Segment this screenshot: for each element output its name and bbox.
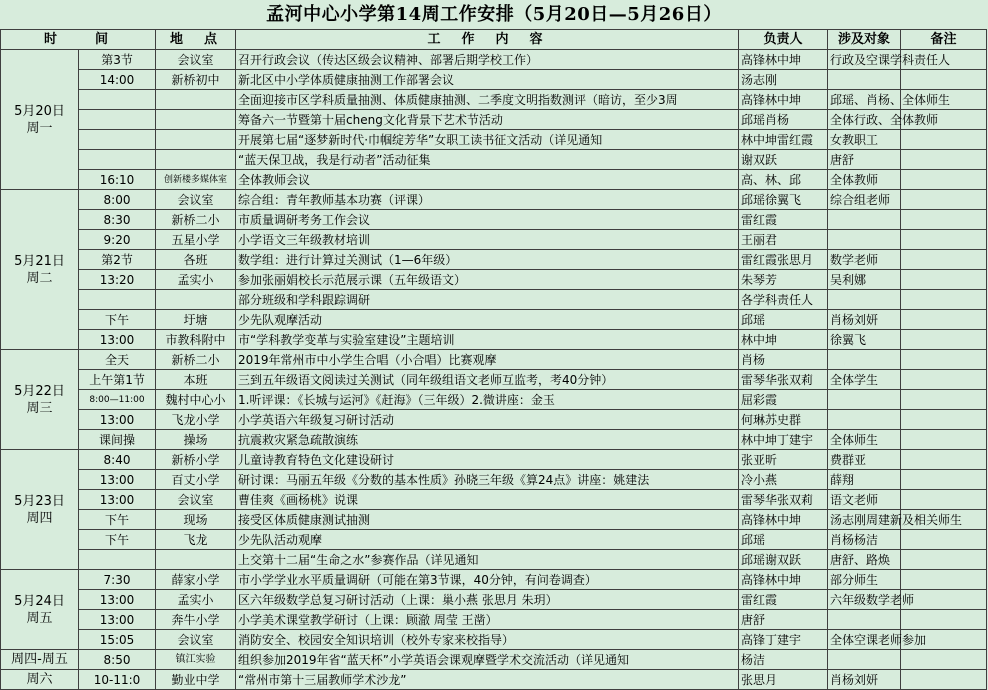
note-cell[interactable]	[901, 370, 987, 390]
header-owner[interactable]: 负责人	[739, 30, 828, 50]
place-cell[interactable]: 新桥初中	[156, 70, 236, 90]
owner-cell[interactable]: 高、林、邱	[739, 170, 828, 190]
place-cell[interactable]: 新桥二小	[156, 350, 236, 370]
work-cell[interactable]: 接受区体质健康测试抽测	[236, 510, 739, 530]
time-cell[interactable]	[79, 150, 156, 170]
work-cell[interactable]: 参加张丽娟校长示范展示课（五年级语文）	[236, 270, 739, 290]
time-cell[interactable]: 13:20	[79, 270, 156, 290]
work-cell[interactable]: 新北区中小学体质健康抽测工作部署会议	[236, 70, 739, 90]
work-cell[interactable]: 部分班级和学科跟踪调研	[236, 290, 739, 310]
target-cell[interactable]	[828, 390, 901, 410]
note-cell[interactable]	[901, 410, 987, 430]
place-cell[interactable]: 新桥二小	[156, 210, 236, 230]
note-cell[interactable]	[901, 70, 987, 90]
table-row	[1, 350, 987, 370]
owner-cell[interactable]: 高锋林中坤	[739, 570, 828, 590]
owner-cell[interactable]: 雷红霞	[739, 210, 828, 230]
table-row	[1, 630, 987, 650]
table-row	[1, 430, 987, 450]
target-cell[interactable]	[828, 210, 901, 230]
time-cell[interactable]: 8:00	[79, 190, 156, 210]
owner-cell[interactable]: 邱瑶	[739, 310, 828, 330]
owner-cell[interactable]: 张亚昕	[739, 450, 828, 470]
time-cell[interactable]: 下午	[79, 530, 156, 550]
day-cell[interactable]: 5月23日 周四	[1, 450, 79, 570]
owner-cell[interactable]: 各学科责任人	[739, 290, 828, 310]
time-cell[interactable]	[79, 90, 156, 110]
time-cell[interactable]: 16:10	[79, 170, 156, 190]
header-time[interactable]: 时 间	[1, 30, 156, 50]
target-cell[interactable]: 全体学生	[828, 370, 901, 390]
time-cell[interactable]: 课间操	[79, 430, 156, 450]
owner-cell[interactable]: 邱瑶	[739, 530, 828, 550]
work-cell[interactable]: 小学语文三年级教材培训	[236, 230, 739, 250]
place-cell[interactable]: 孟实小	[156, 270, 236, 290]
owner-cell[interactable]: 王丽君	[739, 230, 828, 250]
time-cell[interactable]	[79, 110, 156, 130]
time-cell[interactable]: 13:00	[79, 410, 156, 430]
owner-cell[interactable]: 邱瑶谢双跃	[739, 550, 828, 570]
place-cell[interactable]: 新桥小学	[156, 450, 236, 470]
note-cell[interactable]	[901, 550, 987, 570]
table-row	[1, 290, 987, 310]
note-cell[interactable]	[901, 150, 987, 170]
target-cell[interactable]: 肖杨杨洁	[828, 530, 901, 550]
owner-cell[interactable]: 何琳苏史群	[739, 410, 828, 430]
owner-cell[interactable]: 肖杨	[739, 350, 828, 370]
table-row	[1, 310, 987, 330]
work-cell[interactable]: 市“学科教学变革与实验室建设”主题培训	[236, 330, 739, 350]
note-cell[interactable]	[901, 350, 987, 370]
table-row	[1, 610, 987, 630]
time-cell[interactable]: 7:30	[79, 570, 156, 590]
place-cell[interactable]: 操场	[156, 430, 236, 450]
table-row	[1, 590, 987, 610]
table-row	[1, 210, 987, 230]
work-cell[interactable]: 研讨课：马丽五年级《分数的基本性质》孙晓三年级《算24点》讲座：姚建法	[236, 470, 739, 490]
owner-cell[interactable]: 高锋林中坤	[739, 50, 828, 70]
work-cell[interactable]: 筹备六一节暨第十届cheng文化背景下艺术节活动	[236, 110, 739, 130]
work-cell[interactable]: 小学美术课堂教学研讨（上课：顾澈 周莹 王凿）	[236, 610, 739, 630]
target-cell[interactable]: 六年级数学老师	[828, 590, 901, 610]
table-row	[1, 670, 987, 690]
table-row	[1, 470, 987, 490]
work-cell[interactable]: 区六年级数学总复习研讨活动（上课：巢小燕 张思月 朱玥）	[236, 590, 739, 610]
target-cell[interactable]: 全体行政、全体教师	[828, 110, 901, 130]
table-row	[1, 550, 987, 570]
place-cell[interactable]: 各班	[156, 250, 236, 270]
time-cell[interactable]: 第3节	[79, 50, 156, 70]
time-cell[interactable]: 下午	[79, 510, 156, 530]
header-target[interactable]: 涉及对象	[828, 30, 901, 50]
place-cell[interactable]: 镇江实验	[156, 650, 236, 670]
place-cell[interactable]	[156, 110, 236, 130]
place-cell[interactable]	[156, 130, 236, 150]
place-cell[interactable]	[156, 550, 236, 570]
work-cell[interactable]: 少先队观摩活动	[236, 310, 739, 330]
place-cell[interactable]: 创新楼多媒体室	[156, 170, 236, 190]
table-row	[1, 510, 987, 530]
work-cell[interactable]: 消防安全、校园安全知识培训（校外专家来校指导）	[236, 630, 739, 650]
header-note[interactable]: 备注	[901, 30, 987, 50]
day-cell[interactable]: 周六	[1, 670, 79, 690]
note-cell[interactable]	[901, 210, 987, 230]
note-cell[interactable]	[901, 170, 987, 190]
note-cell[interactable]	[901, 250, 987, 270]
place-cell[interactable]	[156, 290, 236, 310]
schedule-table	[0, 29, 987, 690]
target-cell[interactable]	[828, 610, 901, 630]
time-cell[interactable]	[79, 550, 156, 570]
place-cell[interactable]	[156, 90, 236, 110]
time-cell[interactable]: 13:00	[79, 470, 156, 490]
work-cell[interactable]: 市质量调研考务工作会议	[236, 210, 739, 230]
target-cell[interactable]: 费群亚	[828, 450, 901, 470]
work-cell[interactable]: 综合组：青年教师基本功赛（评课）	[236, 190, 739, 210]
target-cell[interactable]	[828, 70, 901, 90]
place-cell[interactable]: 会议室	[156, 190, 236, 210]
work-cell[interactable]: 数学组：进行计算过关测试（1—6年级）	[236, 250, 739, 270]
place-cell[interactable]	[156, 150, 236, 170]
note-cell[interactable]	[901, 450, 987, 470]
owner-cell[interactable]: 邱瑶肖杨	[739, 110, 828, 130]
work-cell[interactable]: 召开行政会议（传达区级会议精神、部署后期学校工作）	[236, 50, 739, 70]
place-cell[interactable]: 勤业中学	[156, 670, 236, 690]
target-cell[interactable]: 全体教师	[828, 170, 901, 190]
time-cell[interactable]: 13:00	[79, 610, 156, 630]
target-cell[interactable]: 徐翼飞	[828, 330, 901, 350]
note-cell[interactable]	[901, 610, 987, 630]
target-cell[interactable]: 吴利娜	[828, 270, 901, 290]
work-cell[interactable]: 曹佳爽《画杨桃》说课	[236, 490, 739, 510]
target-cell[interactable]: 薛翔	[828, 470, 901, 490]
target-cell[interactable]: 数学老师	[828, 250, 901, 270]
note-cell[interactable]	[901, 670, 987, 690]
time-cell[interactable]: 上午第1节	[79, 370, 156, 390]
table-row	[1, 130, 987, 150]
work-cell[interactable]: 少先队活动观摩	[236, 530, 739, 550]
place-cell[interactable]: 魏村中心小	[156, 390, 236, 410]
work-cell[interactable]: 儿童诗教育特色文化建设研讨	[236, 450, 739, 470]
table-row	[1, 70, 987, 90]
header-place[interactable]: 地 点	[156, 30, 236, 50]
time-cell[interactable]: 15:05	[79, 630, 156, 650]
target-cell[interactable]: 肖杨刘妍	[828, 670, 901, 690]
owner-cell[interactable]: 杨洁	[739, 650, 828, 670]
table-row	[1, 450, 987, 470]
owner-cell[interactable]: 汤志刚	[739, 70, 828, 90]
work-cell[interactable]: 2019年常州市中小学生合唱（小合唱）比赛观摩	[236, 350, 739, 370]
place-cell[interactable]: 五星小学	[156, 230, 236, 250]
target-cell[interactable]: 全体师生	[828, 430, 901, 450]
target-cell[interactable]: 汤志刚周建新及相关师生	[828, 510, 901, 530]
target-cell[interactable]	[828, 230, 901, 250]
owner-cell[interactable]: 雷琴华张双莉	[739, 490, 828, 510]
place-cell[interactable]: 孟实小	[156, 590, 236, 610]
time-cell[interactable]: 8:40	[79, 450, 156, 470]
owner-cell[interactable]: 雷红霞	[739, 590, 828, 610]
table-row	[1, 650, 987, 670]
time-cell[interactable]: 13:00	[79, 490, 156, 510]
note-cell[interactable]	[901, 390, 987, 410]
table-row	[1, 250, 987, 270]
work-cell[interactable]: 组织参加2019年省“蓝天杯”小学英语会课观摩暨学术交流活动（详见通知	[236, 650, 739, 670]
header-row	[1, 30, 987, 50]
time-cell[interactable]	[79, 130, 156, 150]
target-cell[interactable]	[828, 410, 901, 430]
note-cell[interactable]	[901, 290, 987, 310]
work-cell[interactable]: 上交第十二届“生命之水”参赛作品（详见通知	[236, 550, 739, 570]
target-cell[interactable]: 肖杨刘妍	[828, 310, 901, 330]
note-cell[interactable]	[901, 270, 987, 290]
time-cell[interactable]: 13:00	[79, 330, 156, 350]
table-row	[1, 150, 987, 170]
owner-cell[interactable]: 高锋丁建宇	[739, 630, 828, 650]
time-cell[interactable]: 8:30	[79, 210, 156, 230]
table-row	[1, 110, 987, 130]
note-cell[interactable]	[901, 470, 987, 490]
target-cell[interactable]: 唐舒、路焕	[828, 550, 901, 570]
time-cell[interactable]: 10-11:0	[79, 670, 156, 690]
place-cell[interactable]: 会议室	[156, 630, 236, 650]
table-row	[1, 190, 987, 210]
table-row	[1, 90, 987, 110]
table-row	[1, 410, 987, 430]
target-cell[interactable]: 唐舒	[828, 150, 901, 170]
target-cell[interactable]	[828, 290, 901, 310]
place-cell[interactable]: 会议室	[156, 490, 236, 510]
owner-cell[interactable]: 朱琴芳	[739, 270, 828, 290]
target-cell[interactable]: 部分师生	[828, 570, 901, 590]
owner-cell[interactable]: 谢双跃	[739, 150, 828, 170]
day-cell[interactable]: 5月24日 周五	[1, 570, 79, 650]
owner-cell[interactable]: 唐舒	[739, 610, 828, 630]
header-work[interactable]: 工 作 内 容	[236, 30, 739, 50]
place-cell[interactable]: 薛家小学	[156, 570, 236, 590]
work-cell[interactable]: “蓝天保卫战，我是行动者”活动征集	[236, 150, 739, 170]
time-cell[interactable]: 8:00—11:00	[79, 390, 156, 410]
owner-cell[interactable]: 高锋林中坤	[739, 90, 828, 110]
table-row	[1, 230, 987, 250]
day-cell[interactable]: 5月21日 周二	[1, 190, 79, 350]
table-row	[1, 570, 987, 590]
table-row	[1, 270, 987, 290]
owner-cell[interactable]: 冷小燕	[739, 470, 828, 490]
work-cell[interactable]: 全面迎接市区学科质量抽测、体质健康抽测、二季度文明指数测评（暗访，至少3周	[236, 90, 739, 110]
place-cell[interactable]: 飞龙小学	[156, 410, 236, 430]
note-cell[interactable]	[901, 650, 987, 670]
day-cell[interactable]: 5月20日 周一	[1, 50, 79, 190]
time-cell[interactable]: 第2节	[79, 250, 156, 270]
place-cell[interactable]: 百丈小学	[156, 470, 236, 490]
day-cell[interactable]: 周四-周五	[1, 650, 79, 670]
owner-cell[interactable]: 林中坤雷红霞	[739, 130, 828, 150]
table-row	[1, 490, 987, 510]
time-cell[interactable]: 下午	[79, 310, 156, 330]
note-cell[interactable]	[901, 230, 987, 250]
work-cell[interactable]: 全体教师会议	[236, 170, 739, 190]
note-cell[interactable]	[901, 490, 987, 510]
target-cell[interactable]	[828, 350, 901, 370]
owner-cell[interactable]: 邱瑶徐翼飞	[739, 190, 828, 210]
work-cell[interactable]: 开展第七届“逐梦新时代·巾帼绽芳华”女职工读书征文活动（详见通知	[236, 130, 739, 150]
target-cell[interactable]	[828, 650, 901, 670]
time-cell[interactable]	[79, 290, 156, 310]
note-cell[interactable]	[901, 130, 987, 150]
note-cell[interactable]	[901, 430, 987, 450]
table-row	[1, 390, 987, 410]
owner-cell[interactable]: 张思月	[739, 670, 828, 690]
note-cell[interactable]	[901, 570, 987, 590]
place-cell[interactable]: 奔牛小学	[156, 610, 236, 630]
target-cell[interactable]: 全体空课老师参加	[828, 630, 901, 650]
owner-cell[interactable]: 高锋林中坤	[739, 510, 828, 530]
time-cell[interactable]: 13:00	[79, 590, 156, 610]
place-cell[interactable]: 市教科附中	[156, 330, 236, 350]
owner-cell[interactable]: 林中坤	[739, 330, 828, 350]
work-cell[interactable]: 抗震救灾紧急疏散演练	[236, 430, 739, 450]
work-cell[interactable]: 1.听评课：《长城与运河》《赶海》（三年级）2.微讲座：金玉	[236, 390, 739, 410]
table-row	[1, 330, 987, 350]
target-cell[interactable]: 行政及空课学科责任人	[828, 50, 901, 70]
time-cell[interactable]: 9:20	[79, 230, 156, 250]
work-cell[interactable]: 三到五年级语文阅读过关测试（同年级组语文老师互监考，考40分钟）	[236, 370, 739, 390]
table-row	[1, 530, 987, 550]
note-cell[interactable]	[901, 310, 987, 330]
place-cell[interactable]: 飞龙	[156, 530, 236, 550]
note-cell[interactable]	[901, 330, 987, 350]
work-cell[interactable]: “常州市第十三届教师学术沙龙”	[236, 670, 739, 690]
note-cell[interactable]	[901, 530, 987, 550]
place-cell[interactable]: 会议室	[156, 50, 236, 70]
time-cell[interactable]: 8:50	[79, 650, 156, 670]
place-cell[interactable]: 本班	[156, 370, 236, 390]
target-cell[interactable]: 语文老师	[828, 490, 901, 510]
table-row	[1, 50, 987, 70]
time-cell[interactable]: 全天	[79, 350, 156, 370]
day-cell[interactable]: 5月22日 周三	[1, 350, 79, 450]
table-row	[1, 170, 987, 190]
table-row	[1, 370, 987, 390]
sheet-title: 孟河中心小学第14周工作安排（5月20日—5月26日）	[266, 4, 722, 25]
time-cell[interactable]: 14:00	[79, 70, 156, 90]
note-cell[interactable]	[901, 190, 987, 210]
owner-cell[interactable]: 屈彩霞	[739, 390, 828, 410]
owner-cell[interactable]: 雷琴华张双莉	[739, 370, 828, 390]
place-cell[interactable]: 现场	[156, 510, 236, 530]
target-cell[interactable]: 邱瑶、肖杨、全体师生	[828, 90, 901, 110]
place-cell[interactable]: 圩塘	[156, 310, 236, 330]
target-cell[interactable]: 综合组老师	[828, 190, 901, 210]
owner-cell[interactable]: 林中坤丁建宇	[739, 430, 828, 450]
work-cell[interactable]: 小学英语六年级复习研讨活动	[236, 410, 739, 430]
target-cell[interactable]: 女教职工	[828, 130, 901, 150]
work-cell[interactable]: 市小学学业水平质量调研（可能在第3节课，40分钟，有问卷调查）	[236, 570, 739, 590]
owner-cell[interactable]: 雷红霞张思月	[739, 250, 828, 270]
